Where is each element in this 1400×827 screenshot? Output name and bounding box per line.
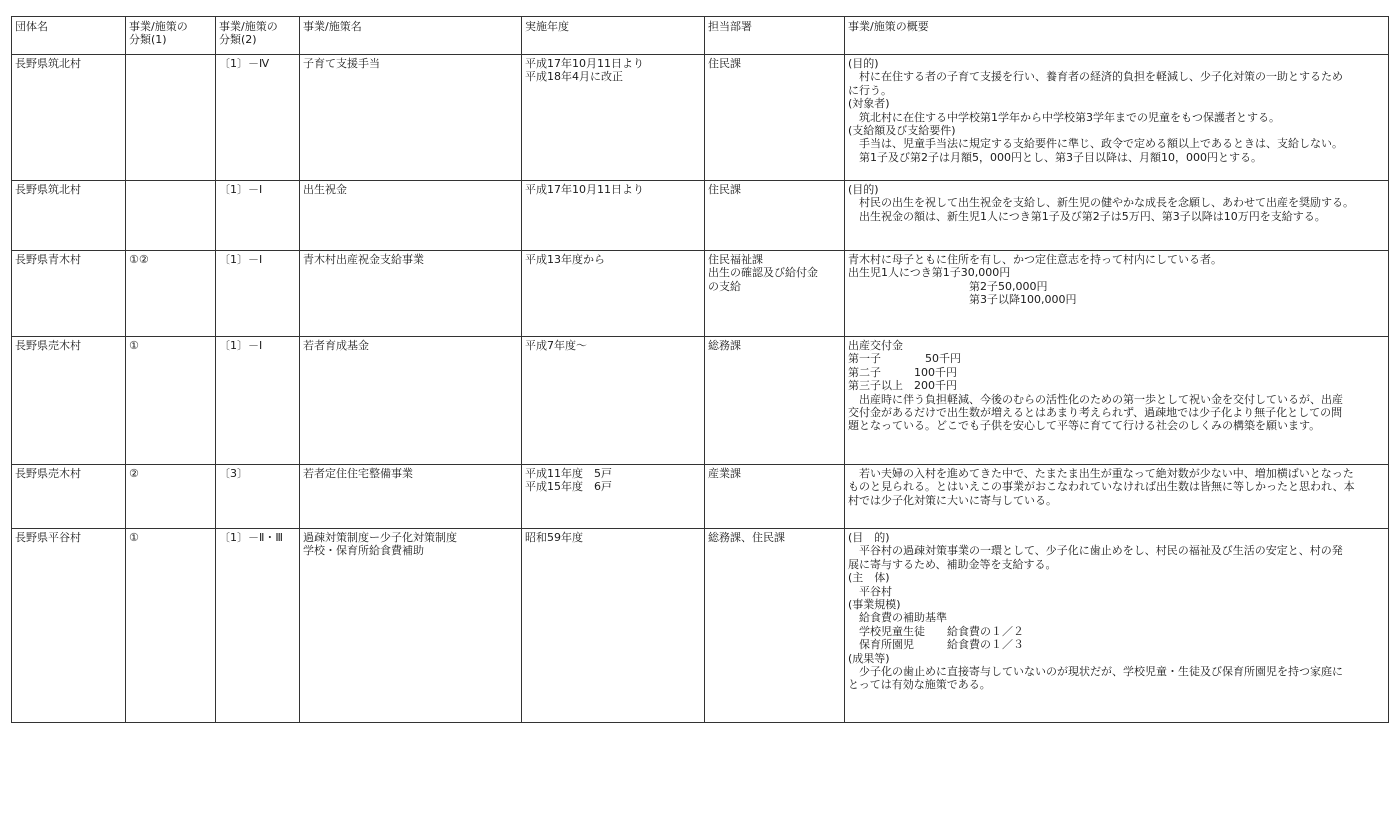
table-row — [12, 55, 1389, 181]
cell-department — [705, 251, 845, 337]
cell-summary-line: 出産時に伴う負担軽減、今後のむらの活性化のための第一歩として祝い金を交付しているが、出産 — [848, 392, 1343, 406]
cell-category-2 — [216, 529, 300, 723]
header-row — [12, 17, 1389, 55]
cell-summary — [845, 529, 1389, 723]
cell-category-1 — [126, 529, 216, 723]
cell-department — [705, 337, 845, 465]
cell-category-2-text: 〔3〕 — [219, 467, 248, 480]
cell-org-text: 長野県売木村 — [15, 339, 81, 352]
cell-department-line: 住民課 — [708, 183, 741, 196]
cell-summary-line: 学校児童生徒 給食費の１／２ — [848, 624, 1024, 638]
cell-summary-line: 少子化の歯止めに直接寄与していないのが現状だが、学校児童・生徒及び保育所園児を持つ家庭に — [848, 665, 1343, 679]
cell-year-line: 平成18年4月に改正 — [525, 70, 623, 84]
cell-policy-name-line: 青木村出産祝金支給事業 — [303, 253, 424, 266]
table-body — [12, 55, 1389, 723]
cell-summary-line: 第三子以上 200千円 — [848, 379, 957, 393]
cell-summary-line: ものと見られる。とはいえこの事業がおこなわれていなければ出生数は皆無に等しかったと思われ、本 — [848, 480, 1355, 494]
cell-year-line: 平成13年度から — [525, 253, 605, 266]
header-category-1: 事業/施策の 分類(1) — [126, 17, 216, 55]
cell-summary-line: とっては有効な施策である。 — [848, 678, 991, 692]
cell-department — [705, 465, 845, 529]
cell-policy-name-line: 若者育成基金 — [303, 339, 369, 352]
cell-category-2 — [216, 55, 300, 181]
cell-summary-line: (目的) — [848, 57, 879, 70]
cell-summary-line: 若い夫婦の入村を進めてきた中で、たまたま出生が重なって絶対数が少ない中、増加横ばいとなった — [848, 467, 1354, 480]
cell-year — [522, 529, 705, 723]
cell-category-2-text: 〔1〕－Ⅰ — [219, 253, 263, 266]
cell-year — [522, 337, 705, 465]
cell-department — [705, 181, 845, 251]
cell-summary-line: (成果等) — [848, 651, 890, 665]
cell-category-2-text: 〔1〕－Ⅱ・Ⅲ — [219, 531, 283, 544]
cell-department-line: 住民福祉課 — [708, 253, 763, 266]
cell-summary — [845, 55, 1389, 181]
cell-summary-line: (目 的) — [848, 531, 890, 544]
header-org: 団体名 — [12, 17, 126, 55]
cell-summary — [845, 181, 1389, 251]
cell-year-line: 平成11年度 5戸 — [525, 467, 612, 480]
header-policy-name: 事業/施策名 — [300, 17, 522, 55]
cell-summary-line: 筑北村に在住する中学校第1学年から中学校第3学年までの児童をもつ保護者とする。 — [848, 110, 1280, 124]
cell-org-text: 長野県筑北村 — [15, 57, 81, 70]
cell-category-2-text: 〔1〕－Ⅳ — [219, 57, 270, 70]
cell-summary-line: 手当は、児童手当法に規定する支給要件に準じ、政令で定める額以上であるときは、支給しない。 — [848, 137, 1343, 151]
cell-year — [522, 55, 705, 181]
cell-summary — [845, 465, 1389, 529]
cell-org — [12, 465, 126, 529]
cell-policy-name — [300, 181, 522, 251]
cell-category-2 — [216, 251, 300, 337]
cell-summary-line: 第二子 100千円 — [848, 365, 957, 379]
cell-policy-name — [300, 337, 522, 465]
table-row — [12, 529, 1389, 723]
cell-summary-line: 第一子 50千円 — [848, 352, 961, 366]
cell-org — [12, 529, 126, 723]
cell-year — [522, 181, 705, 251]
cell-summary-line: (支給額及び支給要件) — [848, 124, 956, 138]
cell-org — [12, 251, 126, 337]
cell-summary-line: 平谷村 — [848, 584, 892, 598]
cell-category-1 — [126, 251, 216, 337]
cell-summary-line: 第1子及び第2子は月額5，000円とし、第3子目以降は、月額10，000円とする。 — [848, 150, 1262, 164]
cell-summary-line: に行う。 — [848, 83, 892, 97]
cell-summary-line: 青木村に母子ともに住所を有し、かつ定住意志を持って村内にしている者。 — [848, 253, 1222, 266]
cell-department-line: 産業課 — [708, 467, 741, 480]
header-summary: 事業/施策の概要 — [845, 17, 1389, 55]
document-sheet — [11, 16, 1388, 723]
cell-summary-line: 平谷村の過疎対策事業の一環として、少子化に歯止めをし、村民の福祉及び生活の安定と、村の発 — [848, 544, 1343, 558]
cell-summary-line: 第3子以降100,000円 — [848, 293, 1077, 307]
cell-summary-line: 出産交付金 — [848, 339, 903, 352]
table-row — [12, 337, 1389, 465]
cell-year — [522, 465, 705, 529]
cell-department-line: 住民課 — [708, 57, 741, 70]
cell-summary-line: 展に寄与するため、補助金等を支給する。 — [848, 557, 1057, 571]
cell-department — [705, 55, 845, 181]
header-category-2: 事業/施策の 分類(2) — [216, 17, 300, 55]
cell-summary-line: 村民の出生を祝して出生祝金を支給し、新生児の健やかな成長を念願し、あわせて出産を奨励する。 — [848, 196, 1354, 210]
table-row — [12, 465, 1389, 529]
cell-category-1 — [126, 337, 216, 465]
cell-category-2-text: 〔1〕－Ⅰ — [219, 339, 263, 352]
cell-department-line: 総務課 — [708, 339, 741, 352]
cell-org-text: 長野県青木村 — [15, 253, 81, 266]
cell-category-1 — [126, 181, 216, 251]
cell-year — [522, 251, 705, 337]
cell-department — [705, 529, 845, 723]
cell-department-line: 総務課、住民課 — [708, 531, 785, 544]
cell-category-1-text: ① — [129, 531, 139, 544]
cell-summary-line: (目的) — [848, 183, 879, 196]
cell-summary-line: 給食費の補助基準 — [848, 611, 947, 625]
cell-year-line: 平成17年10月11日より — [525, 57, 644, 70]
policy-table — [11, 16, 1389, 723]
cell-category-1 — [126, 465, 216, 529]
table-row — [12, 181, 1389, 251]
cell-summary-line: 出生児1人につき第1子30,000円 — [848, 266, 1011, 280]
cell-policy-name-line: 子育て支援手当 — [303, 57, 380, 70]
cell-policy-name-line: 過疎対策制度ー少子化対策制度 — [303, 531, 457, 544]
header-department: 担当部署 — [705, 17, 845, 55]
cell-category-1-text: ② — [129, 467, 139, 480]
cell-category-1-text: ① — [129, 339, 139, 352]
cell-summary-line: 題となっている。どこでも子供を安心して平等に育てて行ける社会のしくみの構築を願います。 — [848, 419, 1321, 433]
cell-category-2 — [216, 181, 300, 251]
cell-summary-line: 第2子50,000円 — [848, 279, 1048, 293]
cell-policy-name-line: 学校・保育所給食費補助 — [303, 544, 424, 558]
cell-org-text: 長野県筑北村 — [15, 183, 81, 196]
cell-summary — [845, 337, 1389, 465]
cell-category-2 — [216, 337, 300, 465]
cell-org — [12, 181, 126, 251]
cell-policy-name — [300, 251, 522, 337]
cell-category-1 — [126, 55, 216, 181]
cell-summary-line: 保育所園児 給食費の１／３ — [848, 638, 1024, 652]
header-year: 実施年度 — [522, 17, 705, 55]
cell-summary-line: 出生祝金の額は、新生児1人につき第1子及び第2子は5万円、第3子以降は10万円を支給する。 — [848, 209, 1326, 223]
cell-year-line: 平成17年10月11日より — [525, 183, 644, 196]
cell-category-2-text: 〔1〕－Ⅰ — [219, 183, 263, 196]
cell-summary-line: 交付金があるだけで出生数が増えるとはあまり考えられず、過疎地では少子化より無子化としての問 — [848, 406, 1343, 420]
cell-policy-name-line: 出生祝金 — [303, 183, 347, 196]
cell-year-line: 昭和59年度 — [525, 531, 583, 544]
cell-policy-name — [300, 529, 522, 723]
cell-department-line: 出生の確認及び給付金 — [708, 266, 818, 280]
cell-summary-line: (対象者) — [848, 97, 890, 111]
cell-org-text: 長野県平谷村 — [15, 531, 81, 544]
cell-org — [12, 55, 126, 181]
cell-policy-name — [300, 465, 522, 529]
cell-org — [12, 337, 126, 465]
cell-summary — [845, 251, 1389, 337]
cell-summary-line: (事業規模) — [848, 598, 901, 612]
cell-policy-name — [300, 55, 522, 181]
cell-policy-name-line: 若者定住住宅整備事業 — [303, 467, 413, 480]
cell-year-line: 平成15年度 6戸 — [525, 480, 612, 494]
cell-year-line: 平成7年度～ — [525, 339, 587, 352]
cell-category-1-text: ①② — [129, 253, 149, 266]
cell-category-2 — [216, 465, 300, 529]
cell-summary-line: 村では少子化対策に大いに寄与している。 — [848, 493, 1057, 507]
cell-org-text: 長野県売木村 — [15, 467, 81, 480]
cell-summary-line: (主 体) — [848, 571, 890, 585]
cell-summary-line: 村に在住する者の子育て支援を行い、養育者の経済的負担を軽減し、少子化対策の一助とするため — [848, 70, 1343, 84]
cell-department-line: の支給 — [708, 279, 741, 293]
table-row — [12, 251, 1389, 337]
